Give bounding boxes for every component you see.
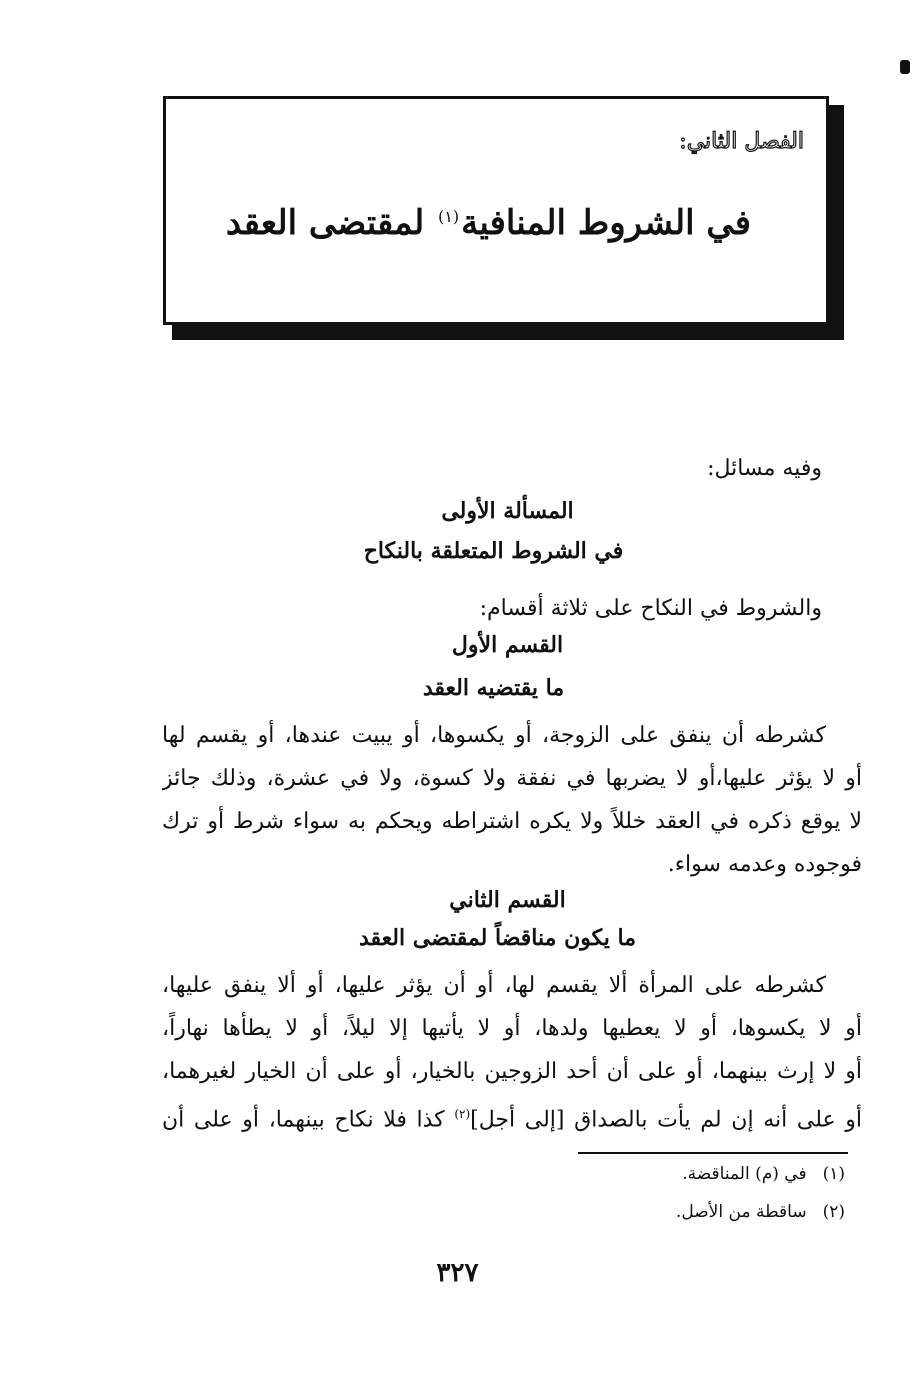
page-number: ٣٢٧ bbox=[436, 1258, 479, 1288]
chapter-title-main: في الشروط المنافية bbox=[461, 203, 751, 243]
issue-one-subheading: في الشروط المتعلقة بالنكاح bbox=[363, 538, 624, 564]
footnote-text: في (م) المناقضة. bbox=[682, 1164, 807, 1184]
paragraph-line: لا يوقع ذكره في العقد خللاً ولا يكره اشتراطه ويحكم به سواء شرط أو ترك bbox=[162, 809, 862, 834]
section-one-heading: القسم الأول bbox=[451, 632, 564, 658]
section-one-subheading: ما يقتضيه العقد bbox=[422, 675, 565, 701]
intro-text: وفيه مسائل: bbox=[707, 456, 822, 481]
paragraph-line: كشرطه على المرأة ألا يقسم لها، أو أن يؤثر عليها، أو ألا ينفق عليها، bbox=[162, 973, 826, 998]
footnote-number: (١) bbox=[822, 1164, 845, 1184]
page-corner-mark bbox=[900, 60, 910, 74]
paragraph-section-one bbox=[162, 714, 862, 886]
chapter-label: الفصل الثاني: bbox=[679, 129, 804, 154]
chapter-title-footnote-ref: (١) bbox=[438, 206, 460, 226]
paragraph-line: أو لا يكسوها، أو لا يعطيها ولدها، أو لا يأتيها إلا ليلاً، أو لا يطأها نهاراً، bbox=[162, 1016, 862, 1041]
paragraph-line-part: أو على أنه إن لم يأت بالصداق [إلى أجل] bbox=[470, 1107, 862, 1133]
section-two-heading: القسم الثاني bbox=[449, 887, 566, 913]
footnote-divider bbox=[578, 1152, 848, 1154]
paragraph-line-with-ref bbox=[162, 1093, 862, 1141]
footnote-1 bbox=[682, 1164, 845, 1184]
chapter-title bbox=[226, 203, 751, 243]
footnote-2 bbox=[676, 1202, 845, 1222]
paragraph-line: أو لا إرث بينهما، أو على أن أحد الزوجين بالخيار، أو على أن الخيار لغيرهما، bbox=[162, 1059, 862, 1084]
paragraph-line: أو لا يؤثر عليها،أو لا يضربها في نفقة ولا كسوة، ولا في عشرة، وذلك جائز bbox=[162, 766, 862, 791]
issue-one-heading: المسألة الأولى bbox=[441, 498, 574, 524]
section-two-subheading: ما يكون مناقضاً لمقتضى العقد bbox=[358, 925, 637, 951]
paragraph-line-part: كذا فلا نكاح بينهما، أو على أن bbox=[162, 1107, 445, 1133]
paragraph-section-two bbox=[162, 964, 862, 1141]
footnote-number: (٢) bbox=[822, 1202, 845, 1222]
footnote-ref: (٢) bbox=[454, 1107, 471, 1121]
chapter-title-box bbox=[163, 96, 829, 325]
paragraph-line: كشرطه أن ينفق على الزوجة، أو يكسوها، أو يبيت عندها، أو يقسم لها bbox=[162, 723, 826, 748]
lead-text: والشروط في النكاح على ثلاثة أقسام: bbox=[479, 596, 822, 621]
paragraph-line: فوجوده وعدمه سواء. bbox=[667, 852, 862, 877]
footnote-text: ساقطة من الأصل. bbox=[675, 1202, 807, 1222]
chapter-title-end: لمقتضى العقد bbox=[225, 203, 425, 243]
